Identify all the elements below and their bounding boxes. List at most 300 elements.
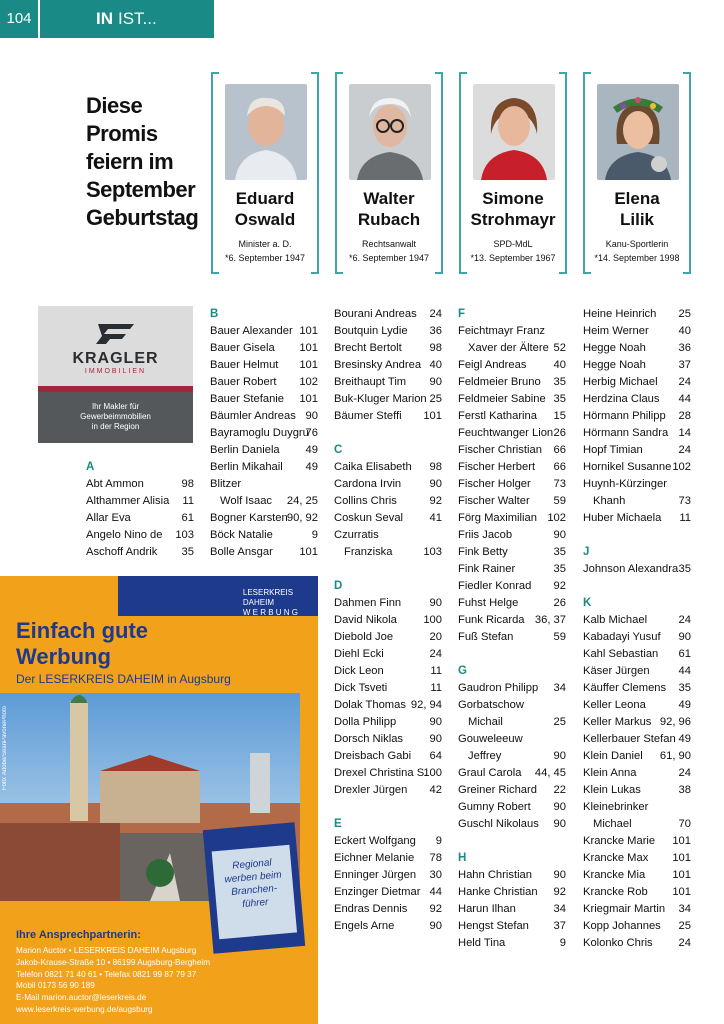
entry-name: Dolak Thomas [334,699,406,711]
entry-page: 92 [429,495,442,507]
entry-page: 25 [678,308,691,320]
ad-contact-line[interactable]: www.leserkreis-werbung.de/augsburg [16,1004,153,1014]
index-entry [583,561,691,578]
index-letter: C [334,444,343,456]
entry-page: 37 [553,920,566,932]
index-letter: D [334,580,343,592]
entry-name: Funk Ricarda [458,614,525,626]
entry-page: 90 [429,920,442,932]
ad-brand-line: W E R B U N G [242,608,298,617]
index-entry [210,374,318,391]
entry-page: 61 [181,512,194,524]
entry-name: Dorsch Niklas [334,733,404,745]
index-entry [334,595,442,612]
headline-line: Promis [86,121,158,146]
entry-name: Cardona Irvin [334,478,402,490]
entry-page: 98 [429,461,442,473]
index-entry [583,731,691,748]
index-entry [334,476,442,493]
index-entry [334,306,442,323]
entry-page: 44 [678,393,691,405]
index-entry [458,561,566,578]
index-entry [210,391,318,408]
entry-page: 101 [672,869,691,881]
entry-page: 90 [553,529,566,541]
promi-photo [597,84,679,180]
index-entry [334,391,442,408]
entry-name: Berlin Daniela [210,444,280,456]
entry-name: Kalb Michael [583,614,648,626]
entry-name: Eichner Melanie [334,852,415,864]
entry-page: 26 [553,427,566,439]
index-entry [334,646,442,663]
entry-page: 101 [299,342,318,354]
section-title [40,0,214,38]
ad-title [16,618,148,670]
entry-page: 90 [429,478,442,490]
index-letter: B [210,308,219,320]
index-entry [458,544,566,561]
index-entry [210,408,318,425]
index-entry [458,816,566,833]
headline-line: September [86,177,196,202]
index-letter: G [458,665,467,677]
entry-page: 34 [553,903,566,915]
index-entry [334,850,442,867]
entry-page: 36 [429,325,442,337]
index-entry [334,663,442,680]
entry-page: 35 [553,563,566,575]
entry-page: 92 [553,886,566,898]
index-entry [583,833,691,850]
entry-page: 102 [299,376,318,388]
index-entry [583,714,691,731]
entry-page: 34 [553,682,566,694]
entry-name: Ferstl Katharina [458,410,537,422]
entry-page: 98 [181,478,194,490]
entry-page: 42 [429,784,442,796]
entry-page: 36, 37 [534,614,566,626]
index-entry [583,748,691,765]
entry-page: 35 [553,376,566,388]
entry-page: 25 [678,920,691,932]
entry-name: Fuhst Helge [458,597,519,609]
index-entry [334,340,442,357]
index-entry [334,765,442,782]
entry-name: Guschl Nikolaus [458,818,539,830]
index-entry [583,425,691,442]
entry-page: 64 [429,750,442,762]
index-entry [458,493,566,510]
entry-name: Abt Ammon [86,478,144,490]
entry-name: Keller Leona [583,699,646,711]
index-entry [458,765,566,782]
index-entry [583,850,691,867]
headline-line: Diese [86,93,143,118]
entry-name: Fuß Stefan [458,631,514,643]
entry-name: Bauer Robert [210,376,277,388]
index-entry [583,901,691,918]
logo-tagline [38,402,193,432]
index-entry [334,408,442,425]
entry-name: Hahn Christian [458,869,532,881]
index-entry [210,357,318,374]
index-entry [458,459,566,476]
entry-name: Brecht Bertolt [334,342,402,354]
index-entry [458,629,566,646]
entry-page: 40 [429,359,442,371]
ad-contact-line: Jakob-Krause-Straße 10 • 86199 Augsburg-Bergheim [16,957,211,967]
entry-name: Dick Tsveti [334,682,388,694]
entry-page: 52 [553,342,566,354]
entry-page: 90 [553,801,566,813]
index-entry [334,612,442,629]
index-letter: A [86,461,95,473]
entry-page: 101 [299,325,318,337]
entry-name: Bäumler Andreas [210,410,296,422]
entry-page: 24 [678,937,691,949]
entry-page: 90, 92 [286,512,318,524]
entry-name: Dahmen Finn [334,597,402,609]
index-entry [583,629,691,646]
index-entry [583,799,691,816]
index-column-2 [210,306,318,561]
entry-page: 61 [678,648,691,660]
entry-name: Fischer Herbert [458,461,536,473]
entry-name: Allar Eva [86,512,131,524]
entry-name: Feuchtwanger Lion [458,427,554,439]
entry-name: Krancke Max [583,852,649,864]
entry-name: Kleinebrinker [583,801,649,813]
entry-name: Fink Betty [458,546,508,558]
entry-name: Herbig Michael [583,376,658,388]
promi-card [459,72,567,274]
entry-page: 11 [182,495,194,507]
entry-name: Diebold Joe [334,631,394,643]
promi-name [585,188,689,230]
entry-name: Feichtmayr Franz [458,325,546,337]
index-entry [334,544,442,561]
entry-name: Gumny Robert [458,801,531,813]
promi-first-name: Simone [482,189,544,208]
entry-name: Kahl Sebastian [583,648,659,660]
entry-page: 40 [678,325,691,337]
entry-name: Graul Carola [458,767,522,779]
index-entry [583,493,691,510]
index-entry [210,510,318,527]
index-entry [334,833,442,850]
entry-name: Kolonko Chris [583,937,653,949]
index-column-3 [334,306,442,935]
entry-name: Caika Elisabeth [334,461,412,473]
index-entry [583,612,691,629]
index-entry [458,527,566,544]
entry-page: 101 [299,546,318,558]
entry-page: 36 [678,342,691,354]
entry-page: 92, 94 [410,699,442,711]
promi-birthdate: *14. September 1998 [594,253,680,263]
entry-page: 41 [429,512,442,524]
ad-contact-line: Marion Auctor • LESERKREIS DAHEIM Augsburg [16,946,197,955]
entry-name: Angelo Nino de [86,529,163,541]
index-entry [583,340,691,357]
entry-name: Gorbatschow [458,699,524,711]
index-entry [583,935,691,952]
entry-page: 14 [678,427,691,439]
index-entry [334,357,442,374]
entry-name: Bourani Andreas [334,308,417,320]
entry-page: 9 [311,529,318,541]
entry-name: Endras Dennis [334,903,408,915]
entry-name: Hopf Timian [583,444,643,456]
index-entry [458,595,566,612]
entry-name: Diehl Ecki [334,648,384,660]
index-entry [86,476,194,493]
entry-name: Drexler Jürgen [334,784,408,796]
index-entry [458,323,566,340]
index-entry [458,884,566,901]
entry-name: Huynh-Kürzinger [583,478,667,490]
brochure-text: Regional werben beim Branchen-führer [212,845,297,939]
index-entry [583,765,691,782]
entry-name: Bauer Stefanie [210,393,285,405]
entry-page: 24, 25 [286,495,318,507]
entry-name: Dick Leon [334,665,384,677]
index-entry [334,867,442,884]
index-entry [458,578,566,595]
promi-photo [225,84,307,180]
index-entry [458,442,566,459]
index-entry [583,867,691,884]
index-entry [210,493,318,510]
index-entry [583,323,691,340]
promi-birthdate: *6. September 1947 [348,253,430,263]
photo-credit: Foto: Adobe/SeanPavonePhoto [2,706,8,791]
entry-name: Bresinsky Andrea [334,359,422,371]
index-entry [583,459,691,476]
section-title-rest: IST... [118,9,157,28]
entry-name: Hornikel Susanne [583,461,672,473]
entry-name: Bäumer Steffi [334,410,402,422]
entry-name: David Nikola [334,614,397,626]
entry-page: 35 [678,563,691,575]
entry-page: 35 [553,546,566,558]
index-entry [583,918,691,935]
index-entry [583,816,691,833]
entry-page: 90 [429,597,442,609]
entry-page: 24 [678,767,691,779]
promi-last-name: Strohmayr [470,210,556,229]
entry-page: 38 [678,784,691,796]
ad-title-line: Werbung [16,644,111,669]
index-entry [458,714,566,731]
entry-name: Feldmeier Sabine [458,393,546,405]
entry-page: 49 [305,461,318,473]
index-entry [458,918,566,935]
entry-page: 101 [672,852,691,864]
index-entry [334,782,442,799]
entry-name: Eckert Wolfgang [334,835,416,847]
index-entry [210,544,318,561]
entry-page: 44, 45 [534,767,566,779]
entry-page: 40 [553,359,566,371]
entry-name: Fink Rainer [458,563,516,575]
index-entry [210,340,318,357]
index-entry [458,476,566,493]
entry-name: Boutquin Lydie [334,325,408,337]
promi-birthdate: *6. September 1947 [224,253,306,263]
entry-name: Berlin Mikahail [210,461,283,473]
entry-page: 90 [305,410,318,422]
index-entry [210,459,318,476]
index-letter: J [583,546,590,558]
entry-name: Hengst Stefan [458,920,529,932]
entry-page: 35 [553,393,566,405]
index-entry [334,680,442,697]
promi-birthdate: *13. September 1967 [470,253,556,263]
entry-name: Fischer Walter [458,495,530,507]
entry-page: 30 [429,869,442,881]
index-entry [334,510,442,527]
entry-page: 49 [678,733,691,745]
ad-subtitle: Der LESERKREIS DAHEIM in Augsburg [16,672,231,686]
entry-name: Harun Ilhan [458,903,516,915]
entry-page: 11 [430,682,442,694]
promi-name [213,188,317,230]
entry-page: 25 [429,393,442,405]
index-entry [458,425,566,442]
index-entry [210,425,318,442]
entry-name: Klein Anna [583,767,637,779]
index-entry [458,782,566,799]
entry-page: 15 [553,410,566,422]
ad-contact-line: Telefon 0821 71 40 61 • Telefax 0821 99 87 79 37 [16,969,197,979]
entry-name: Kopp Johannes [583,920,661,932]
index-entry [210,476,318,493]
entry-page: 26 [553,597,566,609]
entry-page: 92 [553,580,566,592]
entry-page: 101 [299,393,318,405]
ad-contact-line[interactable]: E-Mail marion.auctor@leserkreis.de [16,993,147,1003]
entry-name: Xaver der Ältere [468,342,549,354]
index-entry [458,731,566,748]
index-entry [334,748,442,765]
entry-name: Breithaupt Tim [334,376,407,388]
entry-name: Käser Jürgen [583,665,650,677]
index-column-1 [86,459,194,561]
entry-name: Coskun Seval [334,512,404,524]
entry-page: 90 [429,733,442,745]
entry-name: Enninger Jürgen [334,869,417,881]
entry-name: Buk-Kluger Marion [334,393,427,405]
section-title-bold: IN [96,9,113,28]
index-entry [458,374,566,391]
headline-line: feiern im [86,149,174,174]
entry-name: Klein Lukas [583,784,641,796]
index-entry [458,510,566,527]
logo-tagline-line: Gewerbeimmobilien [80,412,151,421]
entry-name: Bayramoglu Duygru [210,427,309,439]
index-entry [583,442,691,459]
entry-name: Althammer Alisia [86,495,170,507]
entry-page: 24 [678,614,691,626]
page-number: 104 [0,0,38,38]
kragler-mark-icon [94,322,138,346]
promi-role: Minister a. D. [238,239,292,249]
ad-contact [16,945,210,1016]
index-entry [583,510,691,527]
entry-name: Czurratis [334,529,379,541]
entry-name: Förg Maximilian [458,512,537,524]
entry-name: Collins Chris [334,495,397,507]
entry-name: Heim Werner [583,325,649,337]
logo-name: KRAGLER [72,350,159,367]
entry-name: Hegge Noah [583,359,646,371]
ad-contact-line: Mobil 0173 56 90 189 [16,981,95,991]
entry-page: 90 [553,818,566,830]
index-entry [583,408,691,425]
entry-name: Michael [593,818,632,830]
logo-sub: IMMOBILIEN [84,368,147,375]
entry-page: 9 [435,835,442,847]
entry-name: Hanke Christian [458,886,538,898]
promi-name [461,188,565,230]
entry-name: Krancke Rob [583,886,648,898]
index-entry [458,408,566,425]
promi-last-name: Oswald [234,210,296,229]
entry-page: 100 [423,614,442,626]
entry-name: Bauer Helmut [210,359,279,371]
index-entry [334,493,442,510]
entry-page: 90 [553,869,566,881]
entry-page: 37 [678,359,691,371]
index-entry [458,391,566,408]
entry-name: Feigl Andreas [458,359,527,371]
entry-page: 76 [305,427,318,439]
index-entry [583,782,691,799]
index-entry [458,935,566,952]
index-entry [334,629,442,646]
promi-name [337,188,441,230]
entry-page: 90 [429,376,442,388]
index-entry [458,748,566,765]
entry-page: 9 [559,937,566,949]
entry-page: 24 [429,308,442,320]
index-entry [583,680,691,697]
entry-page: 100 [423,767,442,779]
index-letter: K [583,597,592,609]
entry-name: Engels Arne [334,920,395,932]
ad-brochure [203,822,305,954]
index-entry [210,323,318,340]
index-entry [86,510,194,527]
entry-name: Fiedler Konrad [458,580,532,592]
entry-name: Dreisbach Gabi [334,750,412,762]
promi-last-name: Rubach [357,210,421,229]
promi-photo [473,84,555,180]
entry-name: Kriegmair Martin [583,903,666,915]
entry-name: Enzinger Dietmar [334,886,421,898]
entry-page: 34 [678,903,691,915]
entry-page: 25 [553,716,566,728]
entry-page: 101 [672,886,691,898]
promi-first-name: Elena [614,189,660,208]
entry-page: 70 [678,818,691,830]
entry-name: Fischer Holger [458,478,531,490]
entry-page: 59 [553,631,566,643]
headline-line: Geburtstag [86,205,199,230]
promi-card [335,72,443,274]
